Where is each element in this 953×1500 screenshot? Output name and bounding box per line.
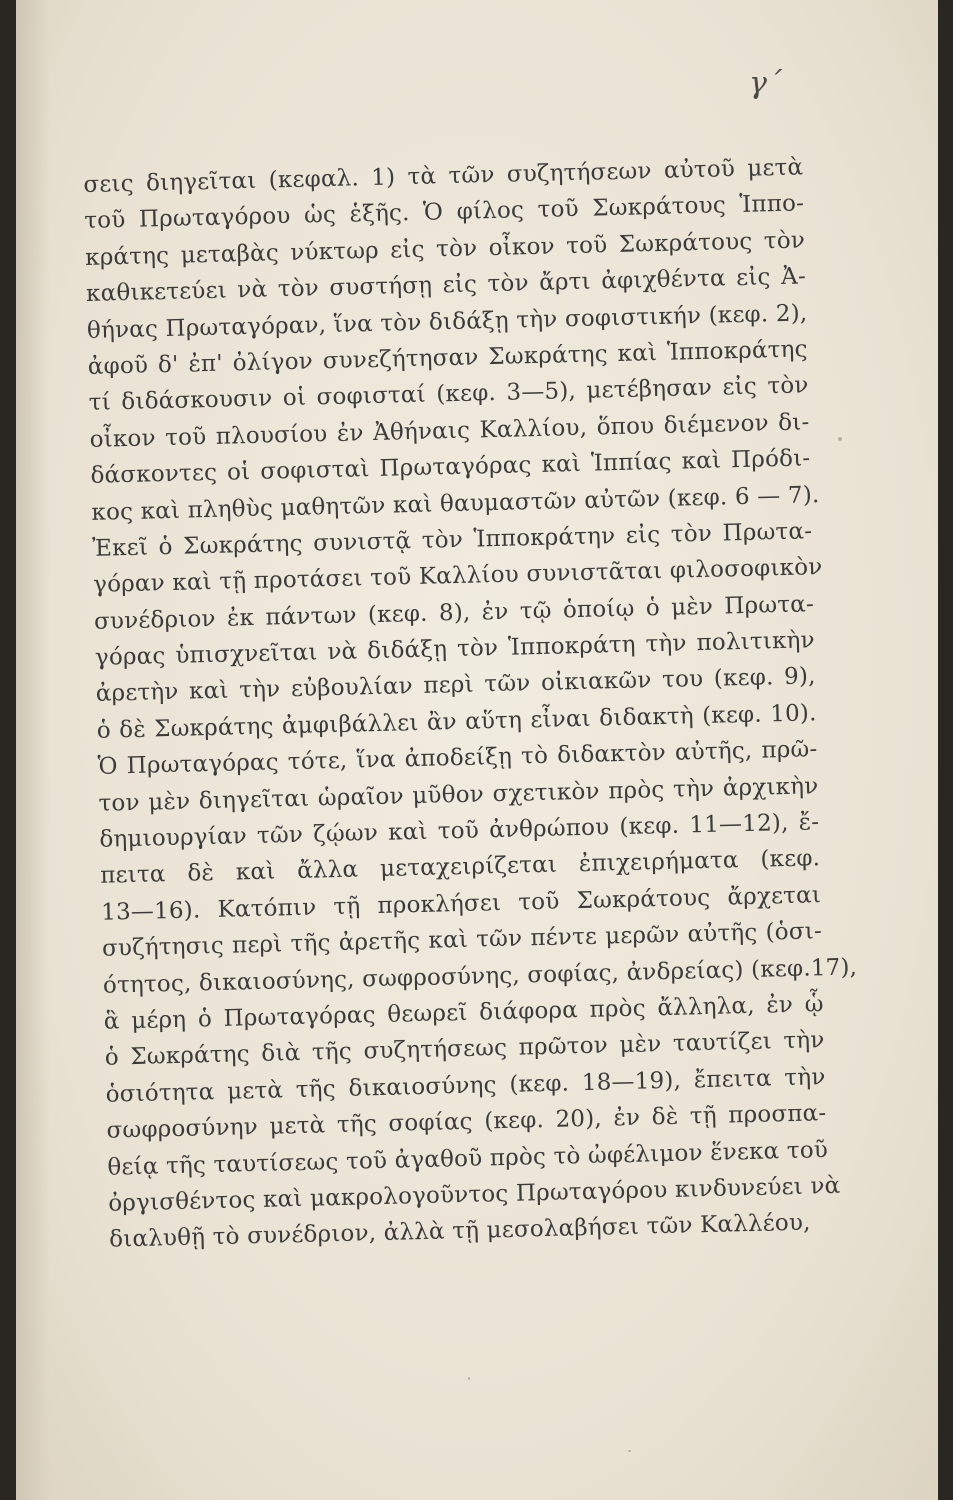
paper-speck [838,437,842,441]
text-line: οἶκον τοῦ πλουσίου ἐν Ἀθήναις Καλλίου, ὅπου διέμενον δι- [89,409,810,453]
text-line: πειτα δὲ καὶ ἄλλα μεταχειρίζεται ἐπιχειρήματα (κεφ. [100,845,821,890]
text-line: Ἐκεῖ ὁ Σωκράτης συνιστᾷ τὸν Ἱπποκράτην εἰς τὸν Πρωτα- [92,518,813,562]
text-line: τον μὲν διηγεῖται ὡραῖον μῦθον σχετικὸν πρὸς τὴν ἀρχικὴν [98,772,819,817]
text-line: σωφροσύνην μετὰ τῆς σοφίας (κεφ. 20), ἐν δὲ τῇ προσπα- [106,1100,827,1144]
text-line: ότητος, δικαιοσύνης, σωφροσύνης, σοφίας, ἀνδρείας) (κεφ.17), [102,953,858,999]
text-line: ὀργισθέντος καὶ μακρολογοῦντος Πρωταγόρου κινδυνεύει νὰ [108,1172,841,1217]
text-line: ὁ δὲ Σωκράτης ἀμφιβάλλει ἂν αὕτη εἶναι διδακτὴ (κεφ. 10). [96,700,817,744]
text-line: σεις διηγεῖται (κεφαλ. 1) τὰ τῶν συζητήσεων αὐτοῦ μετὰ [83,154,804,198]
text-line: Ὁ Πρωταγόρας τότε, ἵνα ἀποδείξῃ τὸ διδακτὸν αὐτῆς, πρῶ- [97,736,818,781]
text-line: τοῦ Πρωταγόρου ὡς ἑξῆς. Ὁ φίλος τοῦ Σωκράτους Ἱππο- [84,190,805,235]
text-line: κος καὶ πληθὺς μαθητῶν καὶ θαυμαστῶν αὐτῶν (κεφ. 6 — 7). [91,481,820,526]
text-line: ἀρετὴν καὶ τὴν εὐβουλίαν περὶ τῶν οἰκιακῶν του (κεφ. 9), [95,663,816,708]
text-line: ἀφοῦ δ' ἐπ' ὀλίγον συνεζήτησαν Σωκράτης καὶ Ἱπποκράτης [87,336,808,380]
paper-speck [628,1450,631,1452]
text-line: θήνας Πρωταγόραν, ἵνα τὸν διδάξῃ τὴν σοφιστικήν (κεφ. 2), [86,299,808,344]
text-line: κράτης μεταβὰς νύκτωρ εἰς τὸν οἶκον τοῦ Σωκράτους τὸν [84,227,806,271]
text-line: καθικετεύει νὰ τὸν συστήσῃ εἰς τὸν ἄρτι ἀφιχθέντα εἰς Ἀ- [85,263,807,308]
text-line: δημιουργίαν τῶν ζῴων καὶ τοῦ ἀνθρώπου (κεφ. 11—12), ἔ- [99,809,820,853]
text-line: ὁ Σωκράτης διὰ τῆς συζητήσεως πρῶτον μὲν ταυτίζει τὴν [104,1027,825,1072]
text-line: τί διδάσκουσιν οἱ σοφισταί (κεφ. 3—5), μετέβησαν εἰς τὸν [88,372,809,417]
text-line: γόραν καὶ τῇ προτάσει τοῦ Καλλίου συνιστᾶται φιλοσοφικὸν [92,554,823,599]
text-line: συνέδριον ἐκ πάντων (κεφ. 8), ἐν τῷ ὁποίῳ ὁ μὲν Πρωτα- [93,590,815,635]
book-page [16,0,938,1500]
paper-speck [468,1377,470,1380]
text-line: δάσκοντες οἱ σοφισταὶ Πρωταγόρας καὶ Ἱππίας καὶ Πρόδι- [90,445,811,490]
text-line: συζήτησις περὶ τῆς ἀρετῆς καὶ τῶν πέντε μερῶν αὐτῆς (ὁσι- [101,918,823,962]
page-number: γ΄ [749,66,782,101]
text-line: ὁσιότητα μετὰ τῆς δικαιοσύνης (κεφ. 18—19), ἔπειτα τὴν [105,1063,826,1108]
text-line: ἃ μέρη ὁ Πρωταγόρας θεωρεῖ διάφορα πρὸς ἄλληλα, ἐν ᾧ [103,991,824,1035]
text-line: 13—16). Κατόπιν τῇ προκλήσει τοῦ Σωκράτους ἄρχεται [100,882,822,926]
page-spine-shadow [16,0,50,1500]
text-line: θείᾳ τῆς ταυτίσεως τοῦ ἀγαθοῦ πρὸς τὸ ὠφέλιμον ἕνεκα τοῦ [107,1136,829,1181]
text-line: γόρας ὑπισχνεῖται νὰ διδάξῃ τὸν Ἱπποκράτη τὴν πολιτικὴν [94,627,816,671]
text-line: διαλυθῇ τὸ συνέδριον, ἀλλὰ τῇ μεσολαβήσει τῶν Καλλέου, [108,1209,811,1254]
body-text [83,149,858,1258]
